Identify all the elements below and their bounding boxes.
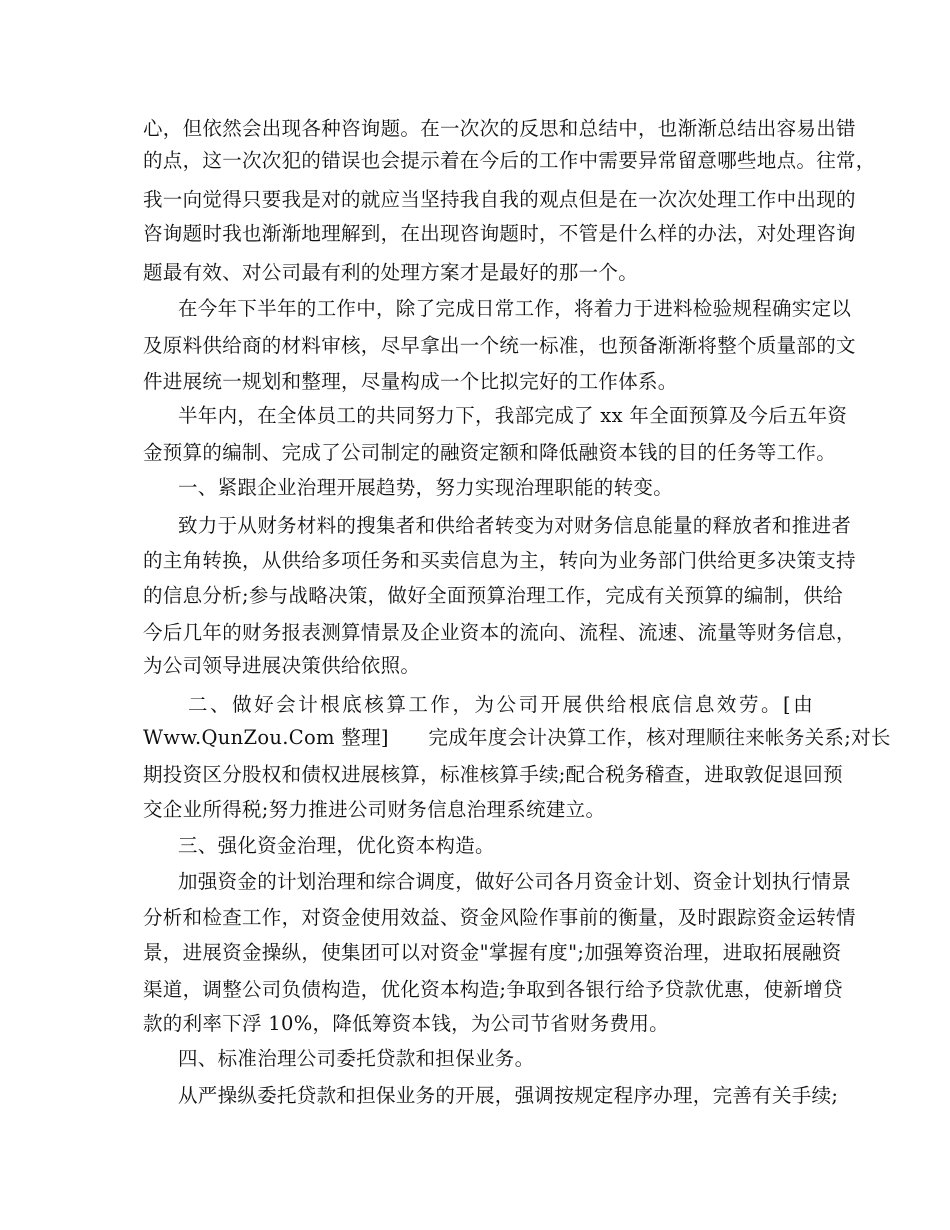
section-heading: 二、做好会计根底核算工作，为公司开展供给根底信息效劳。[由 xyxy=(188,693,813,716)
text-line: 的主角转换，从供给多项任务和买卖信息为主，转向为业务部门供给更多决策支持 xyxy=(143,549,856,572)
text-line: 半年内，在全体员工的共同努力下，我部完成了 xx 年全面预算及今后五年资 xyxy=(178,404,848,427)
text-line: 为公司领导进展决策供给依照。 xyxy=(143,654,421,677)
text-line: 及原料供给商的材料审核，尽早拿出一个统一标准，也预备渐渐将整个质量部的文 xyxy=(143,334,856,357)
text-line: 从严操纵委托贷款和担保业务的开展，强调按规定程序办理，完善有关手续; xyxy=(178,1084,839,1107)
text-line: 今后几年的财务报表测算情景及企业资本的流向、流程、流速、流量等财务信息， xyxy=(143,621,856,644)
text-line: 题最有效、对公司最有利的处理方案才是最好的那一个。 xyxy=(143,261,639,284)
section-heading: 一、紧跟企业治理开展趋势，努力实现治理职能的转变。 xyxy=(178,476,674,499)
text-line: 金预算的编制、完成了公司制定的融资定额和降低融资本钱的目的任务等工作。 xyxy=(143,441,837,464)
text-line: 心，但依然会出现各种咨询题。在一次次的反思和总结中，也渐渐总结出容易出错 xyxy=(143,117,856,140)
text-line: 加强资金的计划治理和综合调度，做好公司各月资金计划、资金计划执行情景 xyxy=(178,870,852,893)
text-line: 渠道，调整公司负债构造，优化资本构造;争取到各银行给予贷款优惠，使新增贷 xyxy=(143,978,843,1001)
text-line: 在今年下半年的工作中，除了完成日常工作，将着力于进料检验规程确实定以 xyxy=(178,297,852,320)
text-line: 致力于从财务材料的搜集者和供给者转变为对财务信息能量的释放者和推进者 xyxy=(178,514,852,537)
section-heading: 三、强化资金治理，优化资本构造。 xyxy=(178,834,495,857)
text-line: 件进展统一规划和整理，尽量构成一个比拟完好的工作体系。 xyxy=(143,370,678,393)
text-line: 我一向觉得只要我是对的就应当坚持我自我的观点但是在一次次处理工作中出现的 xyxy=(143,188,856,211)
text-line: 的点，这一次次犯的错误也会提示着在今后的工作中需要异常留意哪些地点。往常， xyxy=(143,149,876,172)
text-line: 期投资区分股权和债权进展核算，标准核算手续;配合税务稽查，进取敦促退回预 xyxy=(143,763,843,786)
section-heading: 四、标准治理公司委托贷款和担保业务。 xyxy=(178,1047,535,1070)
text-line: 咨询题时我也渐渐地理解到，在出现咨询题时，不管是什么样的办法，对处理咨询 xyxy=(143,222,856,245)
text-line: 分析和检查工作，对资金使用效益、资金风险作事前的衡量，及时跟踪资金运转情 xyxy=(143,906,856,929)
text-line: 景，进展资金操纵，使集团可以对资金"掌握有度";加强筹资治理，进取拓展融资 xyxy=(143,941,842,964)
text-line: 的信息分析;参与战略决策，做好全面预算治理工作，完成有关预算的编制，供给 xyxy=(143,584,843,607)
text-line: Www.QunZou.Com 整理] 完成年度会计决算工作，核对理顺往来帐务关系;对长 xyxy=(143,726,891,749)
text-line: 款的利率下浮 10%，降低筹资本钱，为公司节省财务费用。 xyxy=(143,1012,669,1035)
text-line: 交企业所得税;努力推进公司财务信息治理系统建立。 xyxy=(143,798,606,821)
